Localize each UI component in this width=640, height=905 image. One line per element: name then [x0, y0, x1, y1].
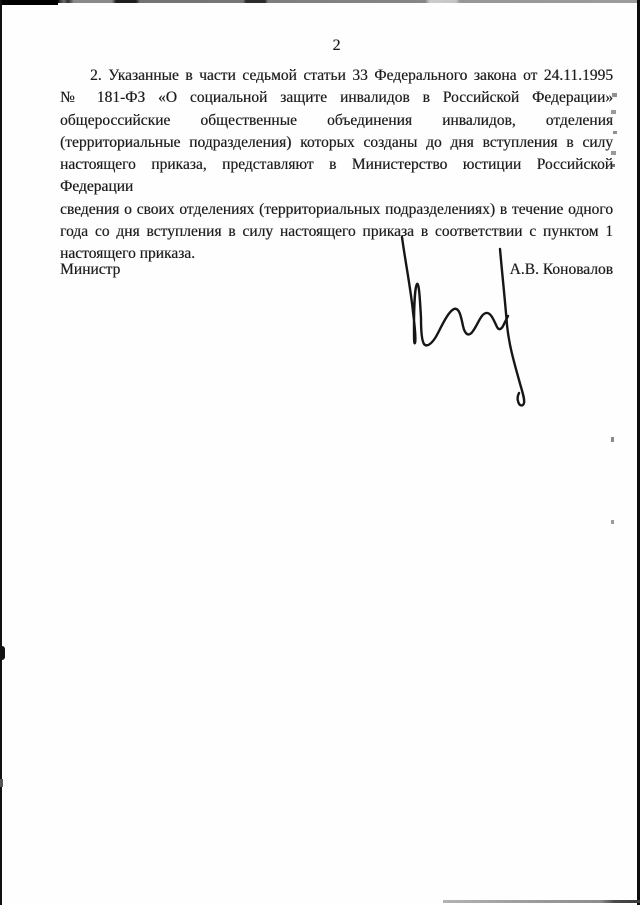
signer-title: Министр [60, 261, 121, 278]
minister-signature-icon [395, 230, 535, 415]
scan-edge-bottom [443, 900, 640, 903]
scan-artifact [611, 437, 614, 442]
signer-name: А.В. Коновалов [509, 261, 613, 278]
paragraph-line: № 181-ФЗ «О социальной защите инвалидов в Российской Федерации» [60, 89, 613, 107]
scan-edge-top-dark [0, 0, 58, 5]
paragraph-line: 2. Указанные в части седьмой статьи 33 Федерального закона от 24.11.1995 [90, 67, 613, 84]
page-number: 2 [332, 37, 341, 54]
scan-artifact [613, 131, 617, 134]
signature-stroke-left [402, 237, 508, 345]
scan-edge-left [0, 0, 2, 905]
scan-edge-top [0, 0, 640, 3]
paragraph-line: (территориальные подразделения) которых созданы до дня вступления в силу [60, 133, 613, 151]
scan-artifact [0, 646, 5, 660]
paragraph-line: настоящего приказа, представляют в Министерство юстиции Российской Федерации [60, 156, 613, 196]
scan-artifact [0, 779, 3, 787]
paragraph-line: общероссийские общественные объединения инвалидов, отделения [60, 111, 613, 129]
paragraph-line: года со дня вступления в силу настоящего приказа в соответствии с пунктом 1 [60, 223, 613, 241]
scan-artifact [611, 520, 614, 524]
paragraph-line: сведения о своих отделениях (территориальных подразделениях) в течение одного [60, 200, 613, 218]
paragraph-line: настоящего приказа. [60, 245, 196, 263]
